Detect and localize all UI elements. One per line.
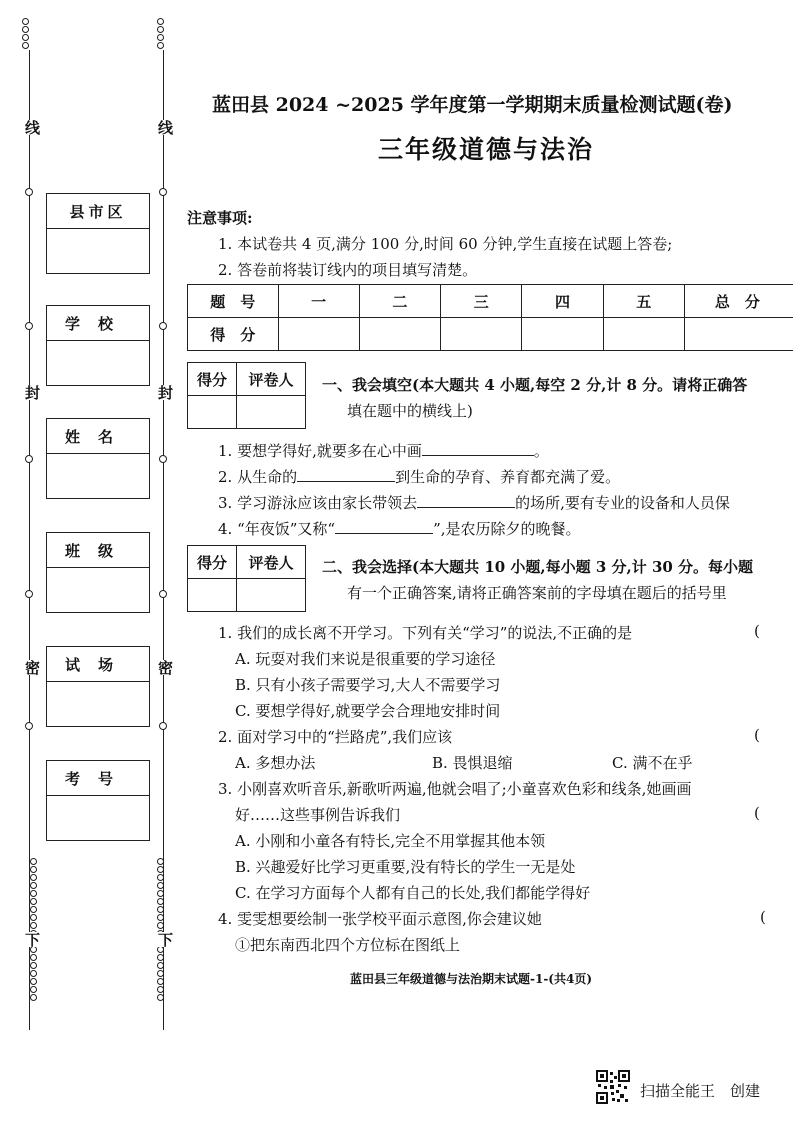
binding-ring xyxy=(25,590,33,598)
field-exam-number[interactable] xyxy=(46,760,150,841)
option-a: A. 小刚和小童各有特长,完全不用掌握其他本领 xyxy=(235,832,546,850)
binding-line-left xyxy=(29,50,30,1030)
field-input[interactable] xyxy=(47,454,149,498)
notes-heading: 注意事项: xyxy=(187,209,253,227)
margin-label-right-2: 封 xyxy=(156,385,174,400)
grader-box-1 xyxy=(187,362,306,429)
grader-name-label: 评卷人 xyxy=(237,546,306,579)
perforation-dot xyxy=(30,986,37,993)
perforation-dot xyxy=(157,34,164,41)
grader-score-input[interactable] xyxy=(188,396,237,429)
section1-heading: 一、我会填空(本大题共 4 小题,每空 2 分,计 8 分。请将正确答 xyxy=(322,376,748,394)
grader-name-label: 评卷人 xyxy=(237,363,306,396)
binding-line-right xyxy=(163,50,164,1030)
answer-paren[interactable]: ( xyxy=(754,622,760,640)
perforation-dot xyxy=(30,882,37,889)
field-class[interactable] xyxy=(46,532,150,613)
score-cell[interactable] xyxy=(684,318,793,351)
grader-score-label: 得分 xyxy=(188,363,237,396)
field-input[interactable] xyxy=(47,682,149,726)
field-label: 班级 xyxy=(47,533,149,568)
perforation-dot xyxy=(30,970,37,977)
choice-question-3: 3. 小刚喜欢听音乐,新歌听两遍,他就会唱了;小童喜欢色彩和线条,她画画 xyxy=(218,780,692,798)
grader-name-input[interactable] xyxy=(237,579,306,612)
grader-score-label: 得分 xyxy=(188,546,237,579)
perforation-dot xyxy=(22,34,29,41)
answer-blank[interactable] xyxy=(297,467,395,482)
notes-item: 2. 答卷前将装订线内的项目填写清楚。 xyxy=(218,261,478,279)
scanner-watermark: 扫描全能王 创建 xyxy=(640,1082,761,1100)
section2-heading-2: 有一个正确答案,请将正确答案前的字母填在题后的括号里 xyxy=(347,584,727,602)
fill-question-4 xyxy=(218,518,581,539)
margin-label-left-4: 下 xyxy=(23,932,41,947)
field-label: 学校 xyxy=(47,306,149,341)
option-b: B. 畏惧退缩 xyxy=(432,754,513,772)
field-label: 县市区 xyxy=(47,194,149,229)
perforation-dot xyxy=(22,26,29,33)
score-cell[interactable] xyxy=(522,318,603,351)
field-input[interactable] xyxy=(47,796,149,840)
score-cell[interactable] xyxy=(359,318,440,351)
answer-paren[interactable]: ( xyxy=(754,804,760,822)
notes-item: 1. 本试卷共 4 页,满分 100 分,时间 60 分钟,学生直接在试题上答卷; xyxy=(218,235,673,253)
perforation-dot xyxy=(30,922,37,929)
grader-box-2 xyxy=(187,545,306,612)
section1-heading-2: 填在题中的横线上) xyxy=(347,402,473,420)
perforation-dot xyxy=(30,962,37,969)
perforation-dot xyxy=(22,42,29,49)
option-b: B. 兴趣爱好比学习更重要,没有特长的学生一无是处 xyxy=(235,858,576,876)
question-text: 的场所,要有专业的设备和人员保 xyxy=(515,494,730,512)
section2-heading: 二、我会选择(本大题共 10 小题,每小题 3 分,计 30 分。每小题 xyxy=(322,558,754,576)
question-text: 到生命的孕育、养育都充满了爱。 xyxy=(395,468,621,486)
field-input[interactable] xyxy=(47,229,149,273)
perforation-dot xyxy=(157,18,164,25)
perforation-dot xyxy=(157,42,164,49)
score-header-cell: 二 xyxy=(359,285,440,318)
perforation-dot xyxy=(30,898,37,905)
binding-ring xyxy=(25,455,33,463)
field-name[interactable] xyxy=(46,418,150,499)
field-label: 姓名 xyxy=(47,419,149,454)
perforation-dot xyxy=(30,858,37,865)
field-exam-room[interactable] xyxy=(46,646,150,727)
score-header-cell: 题 号 xyxy=(188,285,279,318)
field-label: 考号 xyxy=(47,761,149,796)
choice-question-4: 4. 雯雯想要绘制一张学校平面示意图,你会建议她 xyxy=(218,910,542,928)
margin-label-right-1: 线 xyxy=(156,120,174,135)
exam-title: 蓝田县 2024 ~2025 学年度第一学期期末质量检测试题(卷) xyxy=(212,94,733,116)
score-cell[interactable] xyxy=(603,318,684,351)
margin-label-left-2: 封 xyxy=(23,385,41,400)
field-label: 试场 xyxy=(47,647,149,682)
question-text: 4. “年夜饭”又称“ xyxy=(218,520,336,538)
perforation-dots-left-top xyxy=(22,18,30,50)
margin-label-right-3: 密 xyxy=(156,660,174,675)
score-cell[interactable] xyxy=(278,318,359,351)
binding-ring xyxy=(159,722,167,730)
page-footer: 蓝田县三年级道德与法治期末试题-1-(共4页) xyxy=(350,972,593,986)
option-c: C. 要想学得好,就要学会合理地安排时间 xyxy=(235,702,501,720)
score-cell[interactable] xyxy=(441,318,522,351)
option-a: A. 玩耍对我们来说是很重要的学习途径 xyxy=(235,650,496,668)
score-header-cell: 三 xyxy=(441,285,522,318)
perforation-dot xyxy=(30,890,37,897)
perforation-dot xyxy=(22,18,29,25)
margin-label-left-1: 线 xyxy=(23,120,41,135)
score-header-cell: 总 分 xyxy=(684,285,793,318)
choice-question-2: 2. 面对学习中的“拦路虎”,我们应该 xyxy=(218,728,453,746)
field-input[interactable] xyxy=(47,341,149,385)
choice-question-1: 1. 我们的成长离不开学习。下列有关“学习”的说法,不正确的是 xyxy=(218,624,633,642)
margin-label-left-3: 密 xyxy=(23,660,41,675)
question-text: 1. 要想学得好,就要多在心中画 xyxy=(218,442,422,460)
grader-score-input[interactable] xyxy=(188,579,237,612)
field-school[interactable] xyxy=(46,305,150,386)
statement-1: ①把东南西北四个方位标在图纸上 xyxy=(235,936,461,954)
binding-ring xyxy=(159,590,167,598)
subject-title: 三年级道德与法治 xyxy=(378,135,595,164)
question-text: 3. 学习游泳应该由家长带领去 xyxy=(218,494,418,512)
answer-paren[interactable]: ( xyxy=(760,908,766,926)
question-text: 2. 从生命的 xyxy=(218,468,298,486)
score-header-cell: 五 xyxy=(603,285,684,318)
option-b: B. 只有小孩子需要学习,大人不需要学习 xyxy=(235,676,501,694)
option-c: C. 在学习方面每个人都有自己的长处,我们都能学得好 xyxy=(235,884,591,902)
answer-blank[interactable] xyxy=(422,441,534,456)
score-header-cell: 一 xyxy=(278,285,359,318)
perforation-dots-left-bottom xyxy=(30,858,38,1002)
score-row-label: 得 分 xyxy=(188,318,279,351)
perforation-dot xyxy=(30,946,37,953)
perforation-dot xyxy=(157,26,164,33)
fill-question-2 xyxy=(218,466,620,487)
binding-ring xyxy=(159,322,167,330)
perforation-dot xyxy=(30,954,37,961)
question-text: 。 xyxy=(533,442,549,460)
qr-code-icon xyxy=(596,1070,630,1104)
binding-ring xyxy=(159,455,167,463)
binding-ring xyxy=(25,188,33,196)
margin-label-right-4: 下 xyxy=(156,932,174,947)
binding-ring xyxy=(25,722,33,730)
binding-ring xyxy=(25,322,33,330)
option-a: A. 多想办法 xyxy=(235,754,316,772)
fill-question-1 xyxy=(218,440,549,461)
choice-question-3-cont: 好……这些事例告诉我们 xyxy=(235,806,401,824)
binding-ring xyxy=(159,188,167,196)
field-input[interactable] xyxy=(47,568,149,612)
score-header-cell: 四 xyxy=(522,285,603,318)
answer-blank[interactable] xyxy=(417,493,515,508)
option-c: C. 满不在乎 xyxy=(612,754,693,772)
perforation-dot xyxy=(30,866,37,873)
perforation-dot xyxy=(30,914,37,921)
field-county[interactable] xyxy=(46,193,150,274)
perforation-dot xyxy=(30,906,37,913)
perforation-dot xyxy=(30,994,37,1001)
perforation-dot xyxy=(30,874,37,881)
perforation-dots-right-top xyxy=(157,18,165,50)
perforation-dot xyxy=(30,978,37,985)
answer-blank[interactable] xyxy=(335,519,433,534)
answer-paren[interactable]: ( xyxy=(754,726,760,744)
score-table xyxy=(187,284,793,351)
grader-name-input[interactable] xyxy=(237,396,306,429)
question-text: ”,是农历除夕的晚餐。 xyxy=(433,520,581,538)
fill-question-3 xyxy=(218,492,730,513)
